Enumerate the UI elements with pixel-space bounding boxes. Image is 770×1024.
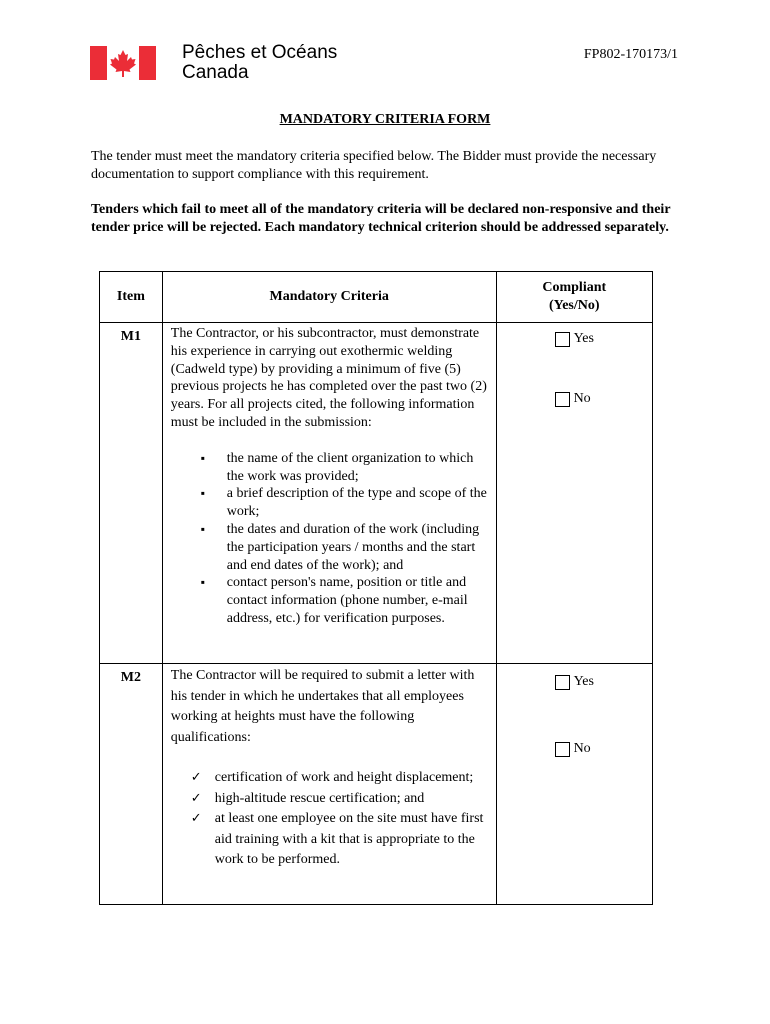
table-header-row xyxy=(100,272,653,323)
table-row xyxy=(100,323,653,664)
no-label: No xyxy=(573,741,591,756)
yes-label: Yes xyxy=(573,331,594,346)
yes-label: Yes xyxy=(573,674,594,689)
no-checkbox[interactable] xyxy=(555,392,570,407)
list-item: ▪ the dates and duration of the work (including the participation years / months and the start and end dates of the work); and xyxy=(217,521,490,574)
org-line-1: Pêches et Océans xyxy=(182,42,338,63)
table-row xyxy=(100,664,653,905)
yes-option[interactable] xyxy=(555,674,594,690)
header-compliant-line2: (Yes/No) xyxy=(549,298,600,313)
row-item-id: M2 xyxy=(100,664,163,905)
warning-paragraph: Tenders which fail to meet all of the mandatory criteria will be declared non-responsive and their tender price will be rejected. Each mandatory technical criterion should be addressed separately. xyxy=(91,202,671,235)
row-item-id: M1 xyxy=(100,323,163,664)
organization-name xyxy=(182,43,337,83)
row-compliance xyxy=(496,664,652,905)
header-compliant xyxy=(496,272,652,323)
header-item: Item xyxy=(100,272,163,323)
no-option[interactable] xyxy=(555,391,591,407)
no-option[interactable] xyxy=(555,741,591,757)
yes-checkbox[interactable] xyxy=(555,332,570,347)
yes-checkbox[interactable] xyxy=(555,675,570,690)
list-item: ▪ contact person's name, position or title and contact information (phone number, e-mail address, etc.) for verification purposes. xyxy=(217,574,490,627)
list-item: ✓ high-altitude rescue certification; and xyxy=(207,789,490,810)
form-title: MANDATORY CRITERIA FORM xyxy=(279,112,491,127)
row-criteria xyxy=(162,323,496,664)
no-label: No xyxy=(573,391,591,406)
list-item: ▪ the name of the client organization to which the work was provided; xyxy=(217,450,490,486)
header-criteria: Mandatory Criteria xyxy=(162,272,496,323)
list-item: ▪ a brief description of the type and scope of the work; xyxy=(217,485,490,521)
mandatory-criteria-table xyxy=(99,271,653,905)
yes-option[interactable] xyxy=(555,331,594,347)
criteria-text: The Contractor, or his subcontractor, must demonstrate his experience in carrying out exothermic welding (Cadweld type) by providing a minimum of five (5) previous projects he has completed over the past two (2) years. For all projects cited, the following information must be included in the submission: xyxy=(170,326,487,430)
list-item: ✓ certification of work and height displacement; xyxy=(207,768,490,789)
document-id: FP802-170173/1 xyxy=(583,47,678,62)
row-criteria xyxy=(162,664,496,905)
header-compliant-line1: Compliant xyxy=(542,280,607,295)
no-checkbox[interactable] xyxy=(555,742,570,757)
intro-paragraph: The tender must meet the mandatory criteria specified below. The Bidder must provide the necessary documentation to support compliance with this requirement. xyxy=(91,149,657,182)
criteria-check-list xyxy=(171,768,490,871)
org-line-2: Canada xyxy=(182,62,249,83)
criteria-text: The Contractor will be required to submit a letter with his tender in which he undertakes that all employees working at heights must have the following qualifications: xyxy=(170,668,475,745)
canada-flag-logo xyxy=(90,46,156,80)
row-compliance xyxy=(496,323,652,664)
criteria-bullet-list xyxy=(171,450,490,628)
list-item: ✓ at least one employee on the site must have first aid training with a kit that is appropriate to the work to be performed. xyxy=(207,809,490,871)
